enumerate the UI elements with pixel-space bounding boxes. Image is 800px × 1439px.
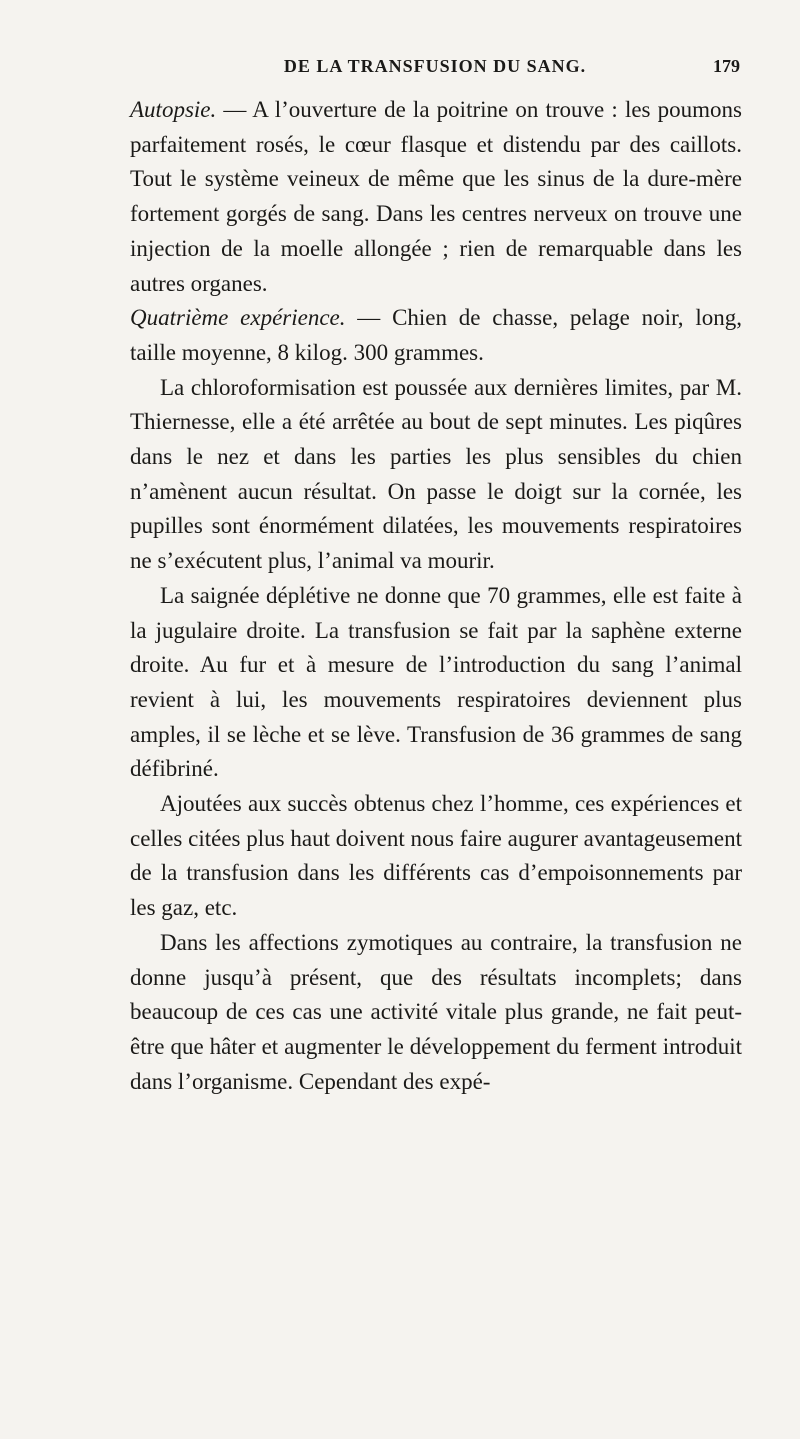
paragraph-text: Ajoutées aux succès obtenus chez l’homme, ces expériences et celles citées plus haut doivent nous faire augurer avantageusement de la transfusion dans les différents cas d’empoisonnements par les gaz, etc. bbox=[130, 791, 742, 921]
paragraph-lead: Quatrième expérience. bbox=[130, 305, 346, 331]
paragraph-lead: Autopsie. bbox=[130, 97, 217, 122]
paragraph-text: — Chien de chasse, pelage noir, long, taille moyenne, 8 kilog. 300 grammes. bbox=[130, 305, 742, 365]
paragraph-saignee bbox=[130, 579, 742, 787]
running-title: DE LA TRANSFUSION DU SANG. bbox=[283, 56, 587, 76]
paragraph-text: — A l’ouverture de la poitrine on trouve : les poumons parfaitement rosés, le cœur flasque et distendu par des caillots. Tout le système veineux de même que les sinus de la dure-mère fortement gorgés de sang. Dans les centres nerveux on trouve une injection de la moelle allongée ; rien de remarquable dans les autres organes. bbox=[130, 97, 742, 296]
paragraph-ajoutees bbox=[130, 787, 742, 926]
page-number: 179 bbox=[713, 56, 740, 76]
paragraph-text: La chloroformisation est poussée aux dernières limites, par M. Thiernesse, elle a été arrêtée au bout de sept minutes. Les piqûres dans le nez et dans les parties les plus sensibles du chien n’amènent aucun résultat. On passe le doigt sur la cornée, les pupilles sont énormément dilatées, les mouvements respiratoires ne s’exécutent plus, l’animal va mourir. bbox=[130, 374, 742, 574]
paragraph-affections-zymotiques bbox=[130, 926, 742, 1100]
paragraph-quatrieme-experience bbox=[130, 301, 742, 370]
paragraph-autopsie bbox=[130, 93, 742, 301]
paragraph-text: La saignée déplétive ne donne que 70 grammes, elle est faite à la jugulaire droite. La transfusion se fait par la saphène externe droite. Au fur et à mesure de l’introduction du sang l’animal revient à lui, les mouvements respiratoires deviennent plus amples, il se lèche et se lève. Transfusion de 36 grammes de sang défibriné. bbox=[130, 582, 742, 782]
paragraph-text: Dans les affections zymotiques au contraire, la transfusion ne donne jusqu’à présent, que des résultats incomplets; dans beaucoup de ces cas une activité vitale plus grande, ne fait peut-être que hâter et augmenter le développement du ferment introduit dans l’organisme. Cependant des expé- bbox=[130, 929, 742, 1094]
page-header bbox=[130, 56, 740, 86]
paragraph-chloroformisation bbox=[130, 371, 742, 579]
body-text bbox=[130, 93, 742, 1099]
